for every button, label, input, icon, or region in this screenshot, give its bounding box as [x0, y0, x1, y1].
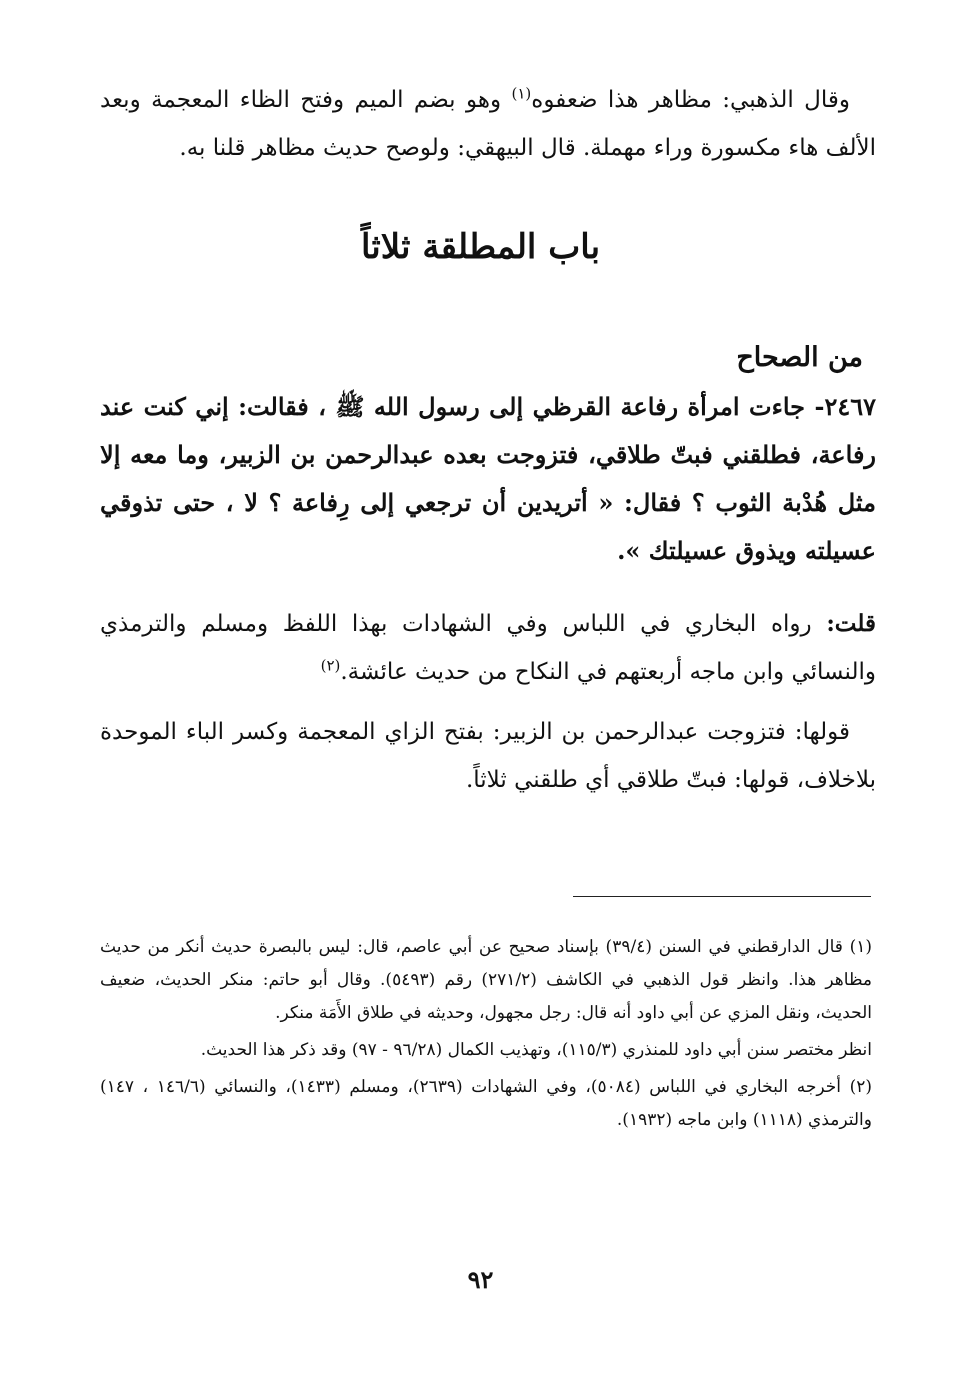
commentary-text-1: رواه البخاري في اللباس وفي الشهادات بهذا اللفظ ومسلم والترمذي والنسائي وابن ماجه أربعتهم في النكاح من حديث عائشة. — [100, 611, 876, 685]
footnotes-block — [100, 931, 872, 1141]
footnote-ref-2[interactable]: (٢) — [320, 656, 341, 675]
hadith-paragraph — [100, 383, 876, 575]
intro-text-after: وهو بضم الميم وفتح الظاء المعجمة وبعد الألف هاء مكسورة وراء مهملة. قال البيهقي: ولوصح حديث مظاهر قلنا به. — [100, 87, 876, 161]
footnote-1: (١) قال الدارقطني في السنن (٣٩/٤) بإسناد صحيح عن أبي عاصم، قال: ليس بالبصرة حديث أنكر من حديث مظاهر هذا. وانظر قول الذهبي في الكاشف (٢٧١/٢) رقم (٥٤٩٣). وقال أبو حاتم: منكر الحديث، ضعيف الحديث، ونقل المزي عن أبي داود أنه قال: رجل مجهول، وحديثه في طلاق الأَمَة منكر. — [100, 937, 873, 1023]
commentary-text-2: قولها: فتزوجت عبدالرحمن بن الزبير: بفتح الزاي المعجمة وكسر الباء الموحدة بلاخلاف، قولها: فبتّ طلاقي أي طلقني ثلاثاً. — [100, 719, 876, 793]
footnote-2: (٢) أخرجه البخاري في اللباس (٥٠٨٤)، وفي الشهادات (٢٦٣٩)، ومسلم (١٤٣٣)، والنسائي (١٤٦/٦ ، ١٤٧) والترمذي (١١١٨) وابن ماجه (١٩٣٢). — [100, 1077, 873, 1130]
intro-paragraph — [100, 76, 876, 172]
footnote-ref-1[interactable]: (١) — [511, 84, 532, 103]
commentary-paragraph-1 — [100, 600, 876, 696]
footnote-1-continuation: انظر مختصر سنن أبي داود للمنذري (١١٥/٣)، وتهذيب الكمال (٩٦/٢٨ - ٩٧) وقد ذكر هذا الحديث. — [200, 1040, 872, 1060]
footnote-separator — [573, 896, 871, 897]
hadith-text: ٢٤٦٧- جاءت امرأة رفاعة القرظي إلى رسول الله ﷺ ، فقالت: إني كنت عند رفاعة، فطلقني فبتّ طلاقي، فتزوجت بعده عبدالرحمن بن الزبير، وما معه إلا مثل هُدْبة الثوب ؟ فقال: « أتريدين أن ترجعي إلى رِفاعة ؟ لا ، حتى تذوقي عسيلته ويذوق عسيلتك ». — [100, 392, 877, 565]
page-number: ٩٢ — [467, 1265, 494, 1294]
chapter-title: باب المطلقة ثلاثاً — [360, 227, 601, 267]
intro-text-before: وقال الذهبي: مظاهر هذا ضعفوه — [531, 87, 850, 113]
section-heading: من الصحاح — [736, 342, 863, 373]
commentary-paragraph-2 — [100, 708, 876, 804]
commentary-lead: قلت: — [826, 610, 876, 637]
